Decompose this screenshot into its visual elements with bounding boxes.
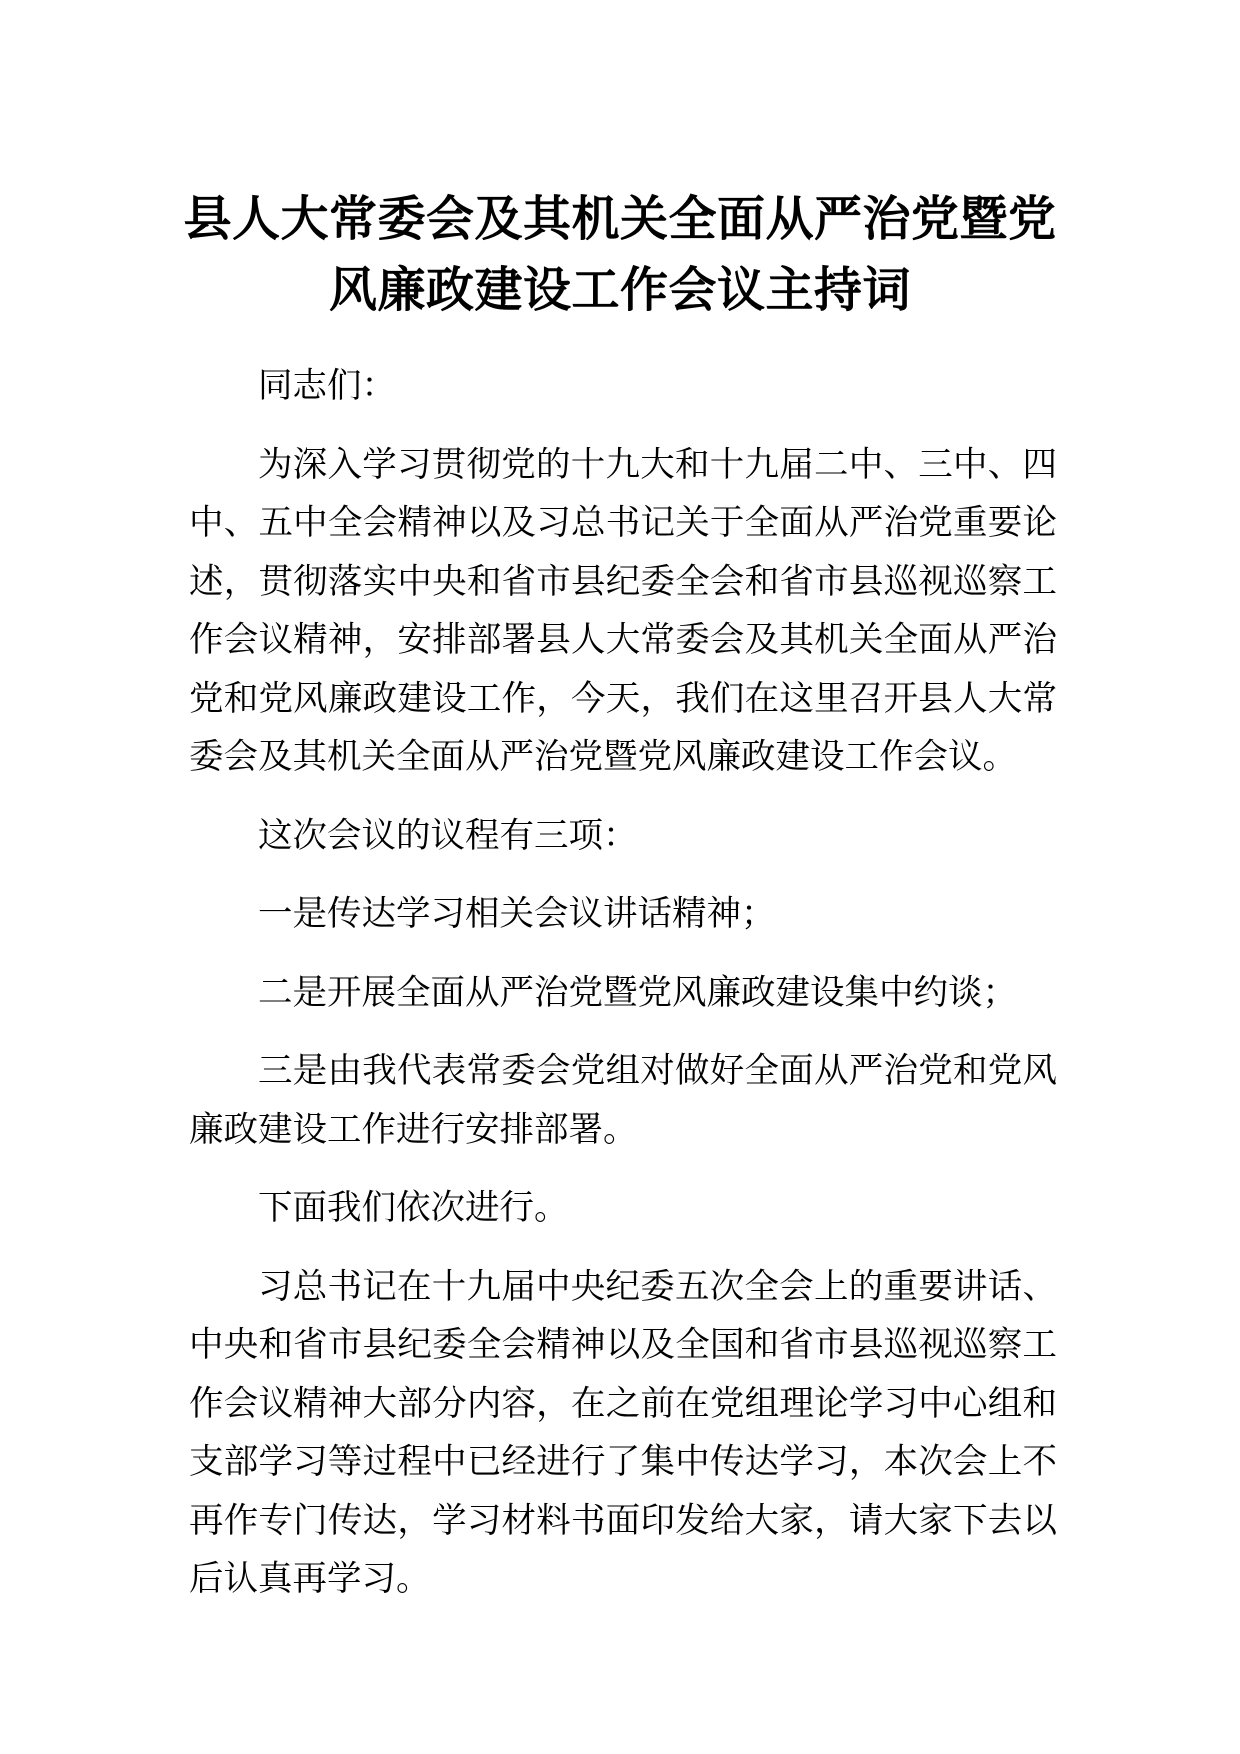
paragraph-purpose: 为深入学习贯彻党的十九大和十九届二中、三中、四中、五中全会精神以及习总书记关于全面从严治党重要论述，贯彻落实中央和省市县纪委全会和省市县巡视巡察工作会议精神，安排部署县人大常委会及其机关全面从严治党和党风廉政建设工作，今天，我们在这里召开县人大常委会及其机关全面从严治党暨党风廉政建设工作会议。 (189, 444, 1057, 777)
paragraph-agenda-item-3: 三是由我代表常委会党组对做好全面从严治党和党风廉政建设工作进行安排部署。 (189, 1051, 1057, 1150)
paragraph-agenda-item-1: 一是传达学习相关会议讲话精神； (258, 894, 776, 934)
paragraph-proceed: 下面我们依次进行。 (258, 1188, 569, 1228)
document-body (189, 357, 1057, 1629)
salutation: 同志们： (258, 366, 396, 406)
title-line-1: 县人大常委会及其机关全面从严治党暨党 (183, 191, 1057, 247)
paragraph-study-materials: 习总书记在十九届中央纪委五次全会上的重要讲话、中央和省市县纪委全会精神以及全国和省市县巡视巡察工作会议精神大部分内容，在之前在党组理论学习中心组和支部学习等过程中已经进行了集中传达学习，本次会上不再作专门传达，学习材料书面印发给大家，请大家下去以后认真再学习。 (189, 1266, 1057, 1599)
document-title (150, 184, 1090, 326)
title-line-2: 风廉政建设工作会议主持词 (328, 262, 911, 318)
paragraph-agenda-intro: 这次会议的议程有三项： (258, 815, 638, 856)
paragraph-agenda-item-2: 二是开展全面从严治党暨党风廉政建设集中约谈； (258, 972, 1017, 1013)
